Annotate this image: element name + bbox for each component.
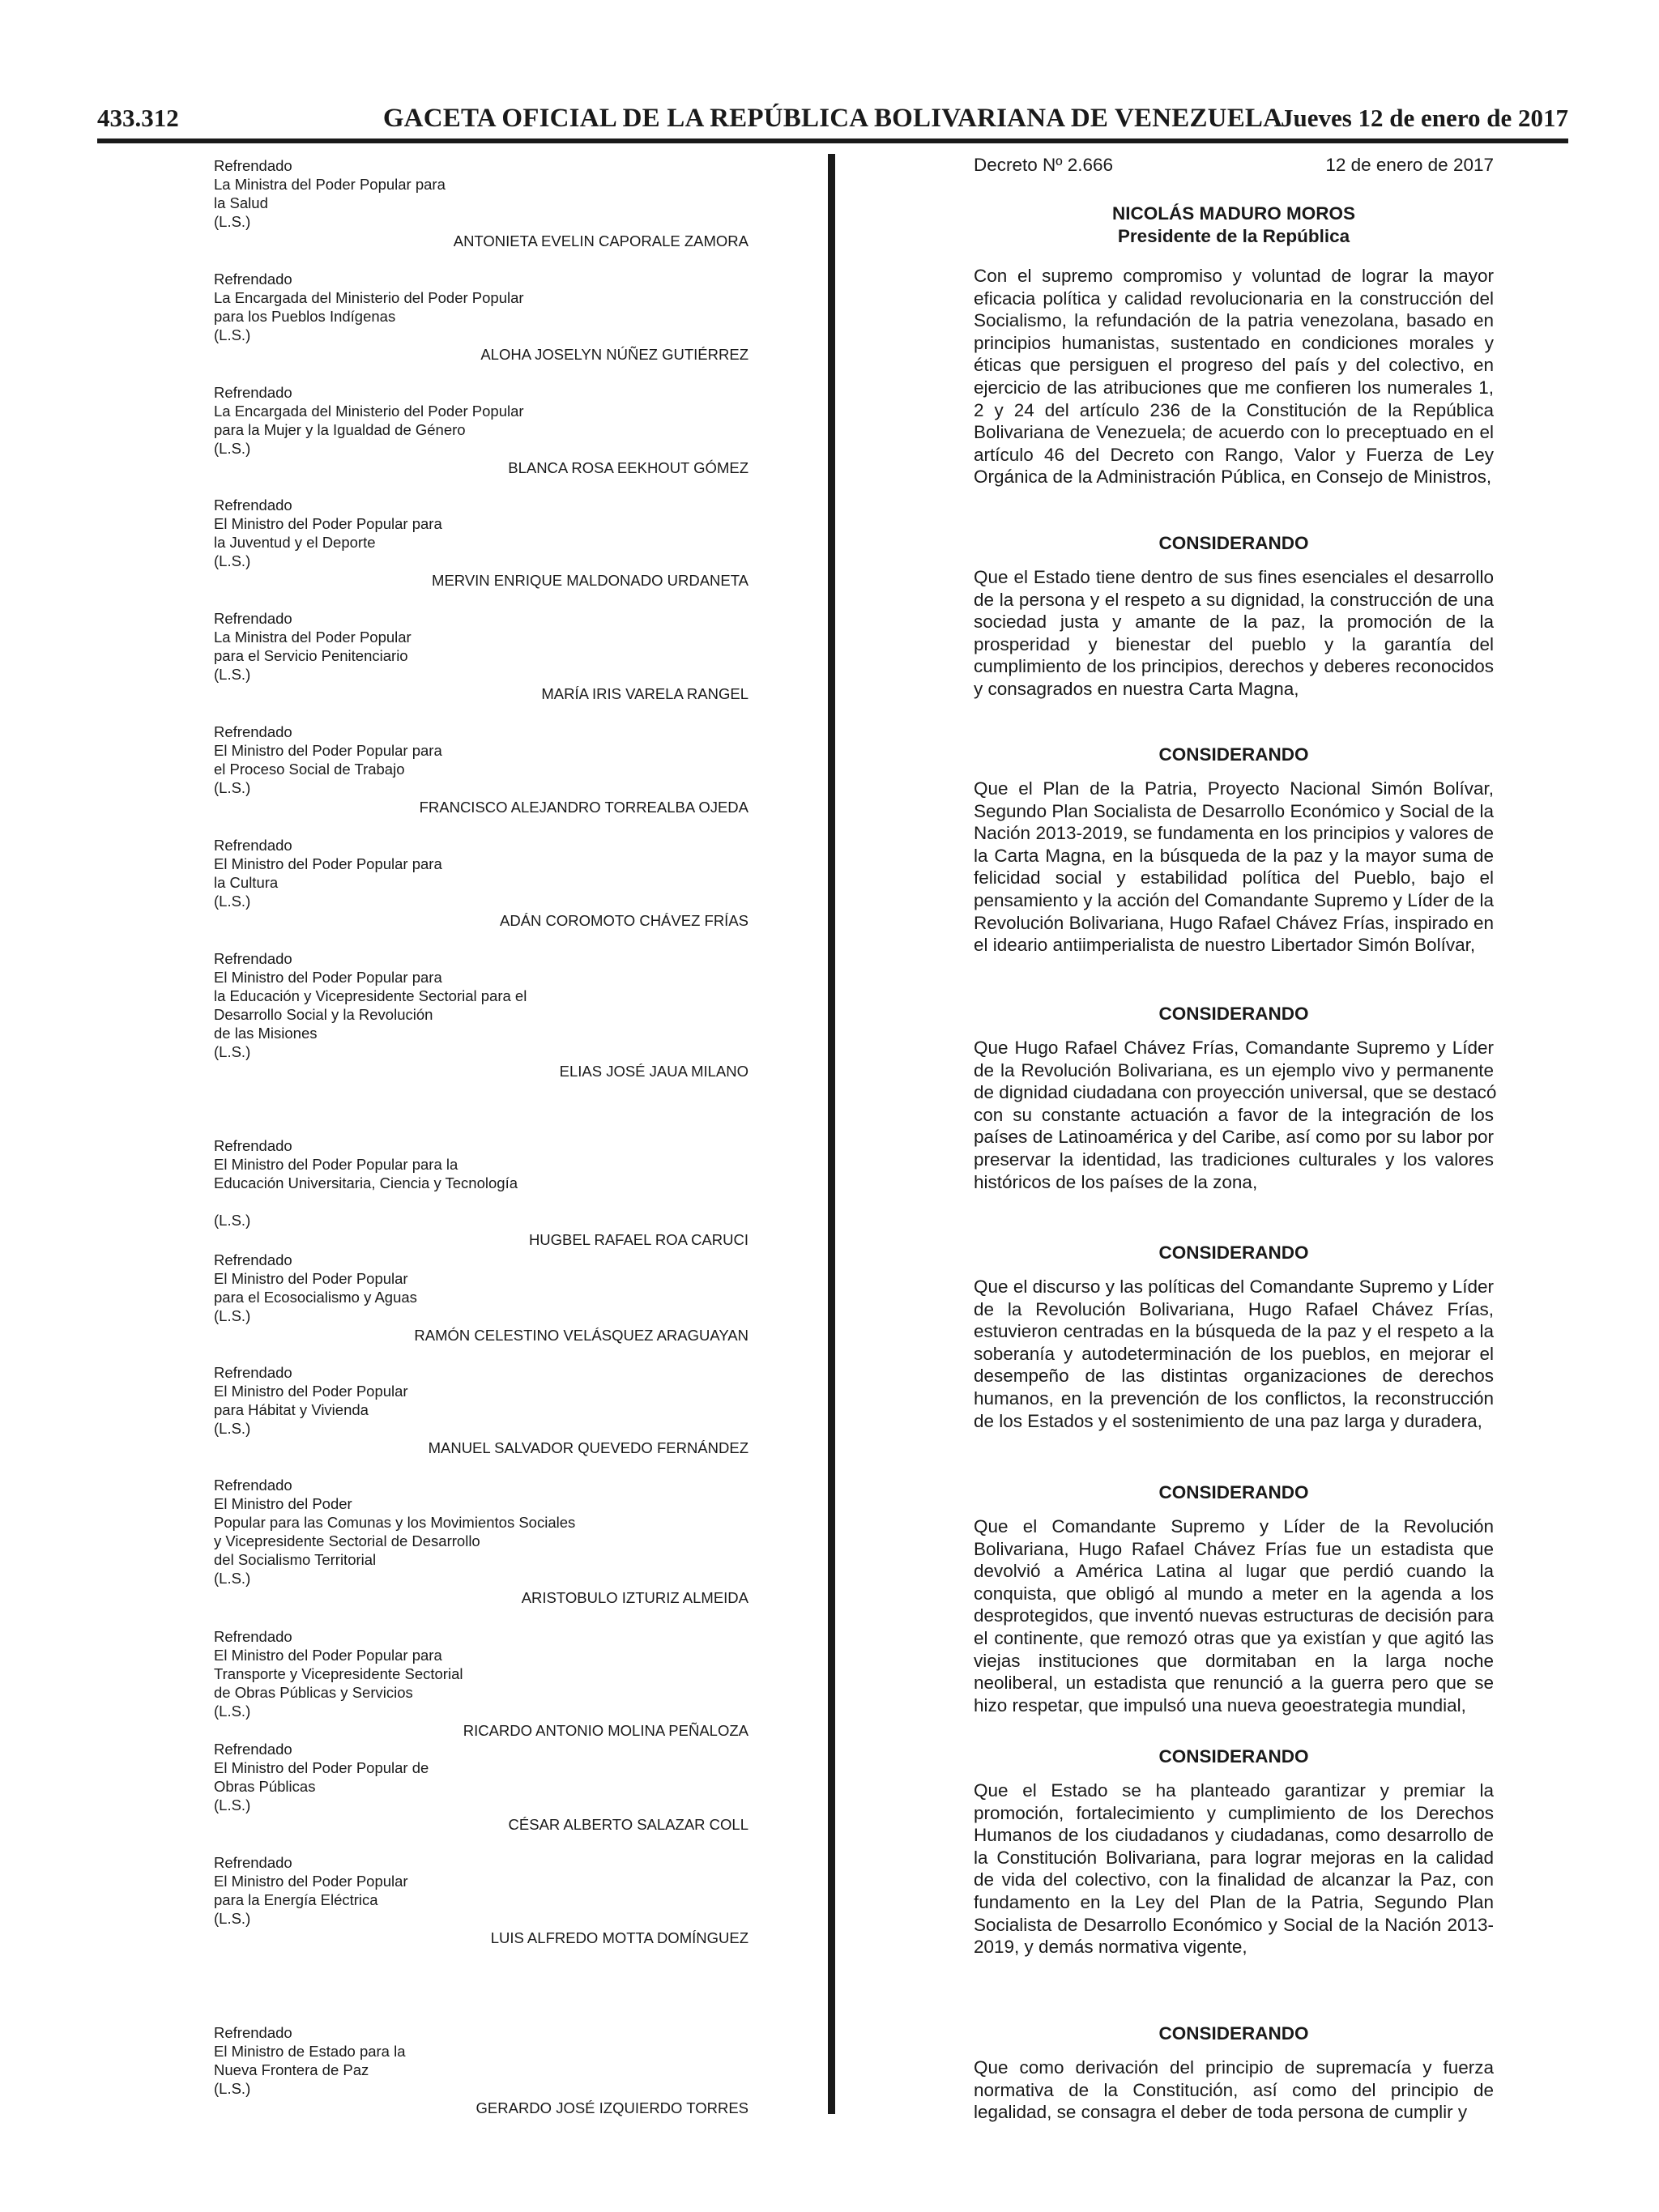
signatory-name: ALOHA JOSELYN NÚÑEZ GUTIÉRREZ	[480, 346, 748, 363]
considerando-heading: CONSIDERANDO	[1158, 1004, 1309, 1024]
paragraph-line: Orgánica de la Administración Pública, en Consejo de Ministros,	[974, 467, 1492, 488]
considerando-paragraph	[974, 778, 1494, 957]
paragraph-line: promoción, fortalecimiento y cumplimiento de los Derechos	[974, 1802, 1494, 1823]
gazette-title: GACETA OFICIAL DE LA REPÚBLICA BOLIVARIANA DE VENEZUELA	[382, 104, 1283, 133]
refrendado-block	[214, 1363, 748, 1457]
seal-mark: (L.S.)	[214, 1212, 251, 1229]
considerando-heading: CONSIDERANDO	[1158, 1746, 1309, 1767]
signatory-name: ARISTOBULO IZTURIZ ALMEIDA	[521, 1589, 748, 1606]
signatory-name: MERVIN ENRIQUE MALDONADO URDANETA	[432, 572, 748, 589]
paragraph-line: Que Hugo Rafael Chávez Frías, Comandante Supremo y Líder	[974, 1038, 1494, 1058]
paragraph-line: desprotegidos, que inventó nuevas estructuras de decisión para	[974, 1605, 1494, 1626]
paragraph-line: Que el Comandante Supremo y Líder de la Revolución	[974, 1516, 1494, 1536]
paragraph-line: Que como derivación del principio de supremacía y fuerza	[974, 2057, 1494, 2078]
paragraph-line: de la Revolución Bolivariana, es un ejemplo vivo y permanente	[974, 1059, 1494, 1080]
decree-number: Decreto Nº 2.666	[974, 155, 1114, 175]
paragraph-line: Que el discurso y las políticas del Comandante Supremo y Líder	[974, 1276, 1494, 1297]
minister-title-line: Transporte y Vicepresidente Sectorial	[214, 1665, 463, 1682]
seal-mark: (L.S.)	[214, 326, 251, 343]
decree-date: 12 de enero de 2017	[1325, 155, 1494, 175]
refrendado-block	[214, 609, 748, 703]
paragraph-line: preservar la identidad, las tradiciones culturales y los valores	[974, 1149, 1494, 1170]
refrendado-label: Refrendado	[214, 497, 292, 514]
refrendado-block	[214, 722, 748, 816]
refrendado-label: Refrendado	[214, 1364, 292, 1381]
paragraph-line: de la Revolución Bolivariana, Hugo Rafael Chávez Frías,	[974, 1298, 1494, 1319]
refrendado-label: Refrendado	[214, 1137, 292, 1154]
minister-title-line: y Vicepresidente Sectorial de Desarrollo	[214, 1532, 480, 1549]
refrendado-label: Refrendado	[214, 950, 292, 967]
seal-mark: (L.S.)	[214, 666, 251, 683]
paragraph-line: felicidad social y estabilidad política del Pueblo, bajo el	[974, 867, 1494, 889]
refrendado-block	[214, 949, 748, 1080]
paragraph-line: con su constante actuación a favor de la integración de los	[974, 1104, 1494, 1125]
page-header	[97, 104, 1568, 139]
minister-title-line: de las Misiones	[214, 1025, 318, 1042]
seal-mark: (L.S.)	[214, 2080, 251, 2097]
paragraph-line: devolvió a América Latina al lugar que perdió cuando la	[974, 1561, 1494, 1582]
refrendado-block	[214, 496, 748, 590]
minister-title-line: para Hábitat y Vivienda	[214, 1401, 369, 1418]
minister-title-line: La Ministra del Poder Popular	[214, 629, 412, 646]
seal-mark: (L.S.)	[214, 552, 251, 569]
paragraph-line: el ideario antiimperialista de nuestro Libertador Simón Bolívar,	[974, 935, 1476, 956]
paragraph-line: estuvieron centradas en la búsqueda de la paz y el respeto a la	[974, 1321, 1494, 1342]
paragraph-line: conquista, que obligó al mundo a meter en la agenda a los	[974, 1583, 1494, 1604]
refrendado-label: Refrendado	[214, 837, 292, 854]
paragraph-line: normativa de la Constitución, así como del principio de	[974, 2079, 1494, 2100]
minister-title-line	[214, 1192, 748, 1211]
paragraph-line: países de Latinoamérica y del Caribe, así como por su labor por	[974, 1127, 1494, 1148]
president-name: NICOLÁS MADURO MOROS	[1112, 203, 1355, 224]
seal-mark: (L.S.)	[214, 1796, 251, 1813]
minister-title-line: para el Ecosocialismo y Aguas	[214, 1289, 417, 1306]
minister-title-line: para la Energía Eléctrica	[214, 1891, 378, 1908]
minister-title-line: El Ministro del Poder	[214, 1495, 352, 1512]
minister-title-line: Nueva Frontera de Paz	[214, 2061, 369, 2078]
refrendado-block	[214, 2023, 748, 2117]
paragraph-line: ejercicio de las atribuciones que me confieren los numerales 1,	[974, 377, 1494, 398]
minister-title-line: Desarrollo Social y la Revolución	[214, 1006, 433, 1023]
minister-title-line: El Ministro de Estado para la	[214, 2043, 406, 2060]
seal-mark: (L.S.)	[214, 1703, 251, 1720]
signatory-name: ELIAS JOSÉ JAUA MILANO	[559, 1063, 748, 1080]
signatory-name: GERARDO JOSÉ IZQUIERDO TORRES	[476, 2099, 748, 2116]
refrendado-block	[214, 156, 748, 250]
seal-mark: (L.S.)	[214, 1570, 251, 1587]
decree-line	[974, 154, 1494, 177]
minister-title-line: El Ministro del Poder Popular para	[214, 1647, 442, 1664]
paragraph-line: la Carta Magna, en la búsqueda de la paz y la mayor suma de	[974, 845, 1494, 866]
minister-title-line: de Obras Públicas y Servicios	[214, 1684, 413, 1701]
paragraph-line: Segundo Plan Socialista de Desarrollo Económico y Social de la	[974, 800, 1494, 821]
minister-title-line: Educación Universitaria, Ciencia y Tecnología	[214, 1174, 518, 1191]
signatory-name: MARÍA IRIS VARELA RANGEL	[541, 685, 748, 702]
preamble-paragraph	[974, 265, 1494, 488]
paragraph-line: cumplimiento de los principios, derechos y deberes reconocidos	[974, 656, 1494, 677]
paragraph-line: viejas instituciones que dormitaban en la larga noche	[974, 1650, 1494, 1671]
minister-title-line: Popular para las Comunas y los Movimientos Sociales	[214, 1514, 576, 1531]
paragraph-line: de la persona y el respeto a su dignidad, la construcción de una	[974, 589, 1494, 610]
minister-title-line: El Ministro del Poder Popular para	[214, 515, 442, 532]
issue-date: Jueves 12 de enero de 2017	[1280, 104, 1568, 132]
paragraph-line: prosperidad y bienestar del pueblo y la garantía del	[974, 633, 1494, 654]
considerando-heading: CONSIDERANDO	[1158, 744, 1309, 765]
minister-title-line: para la Mujer y la Igualdad de Género	[214, 421, 466, 438]
paragraph-line: artículo 46 del Decreto con Rango, Valor y Fuerza de Ley	[974, 444, 1494, 465]
signatory-name: ANTONIETA EVELIN CAPORALE ZAMORA	[453, 232, 748, 249]
signatory-name: FRANCISCO ALEJANDRO TORREALBA OJEDA	[419, 799, 748, 816]
paragraph-line: neoliberal, un estadista que renunció a la guerra pero que se	[974, 1673, 1494, 1694]
paragraph-line: principios humanistas, sustentado en condiciones morales y	[974, 332, 1494, 353]
paragraph-line: Nación 2013-2019, se fundamenta en los principios y valores de	[974, 823, 1494, 844]
column-divider	[828, 154, 835, 2114]
paragraph-line: el continente, que remozó otras que ya existían y que agitó las	[974, 1627, 1494, 1648]
minister-title-line: El Ministro del Poder Popular	[214, 1270, 408, 1287]
seal-mark: (L.S.)	[214, 213, 251, 230]
minister-title-line: La Encargada del Ministerio del Poder Popular	[214, 403, 524, 420]
considerando-paragraph	[974, 1779, 1494, 1958]
signatory-name: RICARDO ANTONIO MOLINA PEÑALOZA	[463, 1722, 748, 1739]
considerando-paragraph	[974, 1037, 1497, 1193]
refrendado-block	[214, 270, 748, 364]
paragraph-line: soberanía y autodeterminación de los pueblos, en mejorar el	[974, 1343, 1494, 1364]
minister-title-line: El Ministro del Poder Popular para la	[214, 1156, 458, 1173]
page-number: 433.312	[97, 104, 179, 132]
minister-title-line: La Ministra del Poder Popular para	[214, 176, 446, 193]
paragraph-line: humanos, en la prevención de los conflictos, la reconstrucción	[974, 1387, 1494, 1409]
considerando-heading: CONSIDERANDO	[1158, 533, 1309, 553]
refrendado-label: Refrendado	[214, 157, 292, 174]
paragraph-line: Revolución Bolivariana, Hugo Rafael Chávez Frías, inspirado en	[974, 912, 1494, 933]
signatory-name: BLANCA ROSA EEKHOUT GÓMEZ	[508, 459, 748, 476]
seal-mark: (L.S.)	[214, 1910, 251, 1927]
paragraph-line: 2019, y demás normativa vigente,	[974, 1937, 1247, 1958]
minister-title-line: El Ministro del Poder Popular de	[214, 1759, 429, 1776]
paragraph-line: eficacia política y calidad revolucionaria en la construcción del	[974, 288, 1494, 309]
minister-title-line: El Ministro del Poder Popular	[214, 1873, 408, 1890]
paragraph-line: y consagrados en nuestra Carta Magna,	[974, 678, 1299, 699]
refrendado-block	[214, 1853, 748, 1947]
refrendado-label: Refrendado	[214, 2024, 292, 2041]
minister-title-line: para los Pueblos Indígenas	[214, 308, 396, 325]
president-block	[974, 202, 1494, 248]
minister-title-line: El Ministro del Poder Popular	[214, 1383, 408, 1400]
refrendado-label: Refrendado	[214, 723, 292, 740]
minister-title-line: el Proceso Social de Trabajo	[214, 761, 405, 778]
signatory-name: ADÁN COROMOTO CHÁVEZ FRÍAS	[500, 912, 748, 929]
considerando-paragraph	[974, 1276, 1494, 1432]
refrendado-block	[214, 1136, 748, 1249]
minister-title-line: la Educación y Vicepresidente Sectorial para el	[214, 987, 527, 1004]
minister-title-line: la Salud	[214, 194, 268, 211]
refrendado-label: Refrendado	[214, 1741, 292, 1758]
signatory-name: MANUEL SALVADOR QUEVEDO FERNÁNDEZ	[428, 1439, 748, 1456]
paragraph-line: de dignidad ciudadana con proyección universal, que se destacó	[974, 1082, 1497, 1103]
seal-mark: (L.S.)	[214, 893, 251, 910]
minister-title-line: Obras Públicas	[214, 1778, 316, 1795]
signatory-name: LUIS ALFREDO MOTTA DOMÍNGUEZ	[490, 1929, 748, 1946]
considerando-paragraph	[974, 566, 1494, 701]
signatory-name: CÉSAR ALBERTO SALAZAR COLL	[508, 1816, 748, 1833]
paragraph-line: sociedad justa y amante de la paz, la promoción de la	[974, 612, 1494, 633]
paragraph-line: la Constitución Bolivariana, para lograr mejoras en la calidad	[974, 1847, 1494, 1868]
minister-title-line: El Ministro del Poder Popular para	[214, 742, 442, 759]
paragraph-line: legalidad, se consagra el deber de toda persona de cumplir y	[974, 2102, 1468, 2123]
refrendado-label: Refrendado	[214, 384, 292, 401]
refrendado-block	[214, 836, 748, 930]
considerando-paragraph	[974, 2056, 1494, 2124]
paragraph-line: Socialismo, la refundación de la patria venezolana, basado en	[974, 310, 1494, 331]
paragraph-line: de vida del colectivo, con la finalidad de alcanzar la Paz, con	[974, 1869, 1494, 1890]
refrendado-block	[214, 1476, 748, 1607]
refrendado-label: Refrendado	[214, 1628, 292, 1645]
paragraph-line: históricos de los países de la zona,	[974, 1171, 1258, 1192]
seal-mark: (L.S.)	[214, 440, 251, 457]
paragraph-line: Humanos de los ciudadanos y ciudadanas, como desarrollo de	[974, 1825, 1494, 1846]
considerando-heading: CONSIDERANDO	[1158, 1482, 1309, 1502]
paragraph-line: Que el Plan de la Patria, Proyecto Nacional Simón Bolívar,	[974, 778, 1494, 799]
paragraph-line: pensamiento y la acción del Comandante Supremo y Líder de la	[974, 889, 1494, 910]
signatory-name: HUGBEL RAFAEL ROA CARUCI	[528, 1231, 748, 1248]
paragraph-line: éticas que persiguen el progreso del país y del colectivo, en	[974, 355, 1494, 376]
paragraph-line: desempeño de las distintas organizaciones de derechos	[974, 1366, 1494, 1387]
considerando-heading: CONSIDERANDO	[1158, 1242, 1309, 1263]
refrendado-label: Refrendado	[214, 610, 292, 627]
minister-title-line: la Juventud y el Deporte	[214, 534, 376, 551]
minister-title-line: para el Servicio Penitenciario	[214, 647, 408, 664]
considerando-paragraph	[974, 1515, 1494, 1716]
minister-title-line: El Ministro del Poder Popular para	[214, 969, 442, 986]
minister-title-line: la Cultura	[214, 874, 279, 891]
paragraph-line: 2 y 24 del artículo 236 de la Constitución de la República	[974, 399, 1494, 420]
paragraph-line: Socialista de Desarrollo Económico y Social de la Nación 2013-	[974, 1914, 1494, 1935]
paragraph-line: Con el supremo compromiso y voluntad de lograr la mayor	[974, 266, 1494, 286]
seal-mark: (L.S.)	[214, 1043, 251, 1060]
header-rule	[97, 139, 1568, 143]
seal-mark: (L.S.)	[214, 779, 251, 796]
seal-mark: (L.S.)	[214, 1307, 251, 1324]
refrendado-block	[214, 383, 748, 477]
paragraph-line: fundamento en la Ley del Plan de la Patria, Segundo Plan	[974, 1891, 1494, 1912]
minister-title-line: La Encargada del Ministerio del Poder Popular	[214, 289, 524, 306]
paragraph-line: Que el Estado tiene dentro de sus fines esenciales el desarrollo	[974, 567, 1494, 587]
paragraph-line: Bolivariana de Venezuela; de acuerdo con lo preceptuado en el	[974, 422, 1494, 443]
minister-title-line: El Ministro del Poder Popular para	[214, 855, 442, 872]
refrendado-label: Refrendado	[214, 271, 292, 288]
paragraph-line: Bolivariana, Hugo Rafael Chávez Frías fue un estadista que	[974, 1538, 1494, 1559]
refrendado-block	[214, 1627, 748, 1740]
seal-mark: (L.S.)	[214, 1420, 251, 1437]
refrendado-block	[214, 1251, 748, 1345]
refrendado-block	[214, 1740, 748, 1834]
paragraph-line: Que el Estado se ha planteado garantizar y premiar la	[974, 1780, 1494, 1801]
refrendado-label: Refrendado	[214, 1477, 292, 1494]
considerando-heading: CONSIDERANDO	[1158, 2023, 1309, 2044]
paragraph-line: hizo respetar, que impulsó una nueva geoestrategia mundial,	[974, 1694, 1466, 1715]
signatory-name: RAMÓN CELESTINO VELÁSQUEZ ARAGUAYAN	[414, 1327, 748, 1344]
paragraph-line: de los Estados y el sostenimiento de una paz larga y duradera,	[974, 1410, 1482, 1431]
president-title: Presidente de la República	[1117, 226, 1350, 246]
refrendado-label: Refrendado	[214, 1251, 292, 1268]
refrendado-label: Refrendado	[214, 1854, 292, 1871]
minister-title-line: del Socialismo Territorial	[214, 1551, 377, 1568]
